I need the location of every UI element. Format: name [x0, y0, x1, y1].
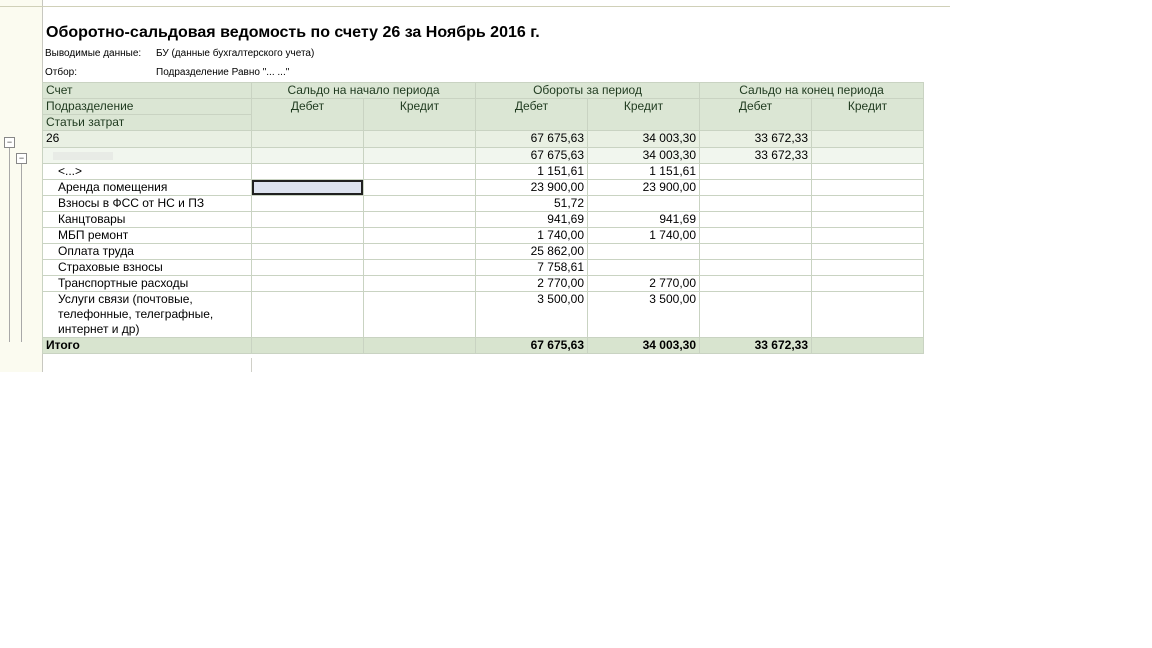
table-row[interactable] — [43, 196, 924, 212]
output-label: Выводимые данные: — [45, 48, 142, 59]
table-row[interactable] — [43, 244, 924, 260]
cost-item-name: МБП ремонт — [43, 228, 252, 244]
table-row[interactable] — [43, 276, 924, 292]
table-row[interactable] — [43, 260, 924, 276]
cost-item-name: Взносы в ФСС от НС и ПЗ — [43, 196, 252, 212]
account-turnover-debit: 67 675,63 — [476, 131, 588, 148]
selected-cell[interactable] — [252, 180, 364, 196]
division-row[interactable] — [43, 148, 924, 164]
turnover-debit: 1 740,00 — [476, 228, 588, 244]
turnover-debit: 51,72 — [476, 196, 588, 212]
filter-value: Подразделение Равно "... ..." — [156, 67, 290, 78]
cost-item-name: Аренда помещения — [43, 180, 252, 196]
group-line-account — [9, 148, 10, 342]
filter-label: Отбор: — [45, 67, 77, 78]
turnover-debit: 25 862,00 — [476, 244, 588, 260]
header-opening-debit: Дебет — [252, 99, 364, 131]
cost-item-name: Канцтовары — [43, 212, 252, 228]
account-row[interactable] — [43, 131, 924, 148]
cost-item-name: <...> — [43, 164, 252, 180]
total-turnover-credit: 34 003,30 — [588, 338, 700, 354]
header-opening-balance: Сальдо на начало периода — [252, 83, 476, 99]
header-opening-credit: Кредит — [364, 99, 476, 131]
group-line-division — [21, 164, 22, 342]
total-turnover-debit: 67 675,63 — [476, 338, 588, 354]
total-label: Итого — [43, 338, 252, 354]
collapse-division-icon[interactable]: − — [16, 153, 27, 164]
report-title: Оборотно-сальдовая ведомость по счету 26 за Ноябрь 2016 г. — [46, 24, 540, 41]
top-rule — [0, 6, 950, 7]
cost-item-name: Транспортные расходы — [43, 276, 252, 292]
turnover-credit — [588, 196, 700, 212]
total-row[interactable] — [43, 338, 924, 354]
turnover-credit: 941,69 — [588, 212, 700, 228]
header-row-1 — [43, 83, 924, 99]
table-row[interactable] — [43, 180, 924, 196]
turnover-credit: 3 500,00 — [588, 292, 700, 338]
header-cost-items: Статьи затрат — [43, 115, 252, 131]
table-row[interactable] — [43, 212, 924, 228]
cost-item-name: Услуги связи (почтовые, телефонные, телеграфные, интернет и др) — [43, 292, 252, 338]
division-closing-debit: 33 672,33 — [700, 148, 812, 164]
header-closing-balance: Сальдо на конец периода — [700, 83, 924, 99]
header-turnover-debit: Дебет — [476, 99, 588, 131]
redacted-division-name — [53, 152, 113, 160]
turnover-debit: 7 758,61 — [476, 260, 588, 276]
report-table — [42, 82, 924, 354]
turnover-credit: 1 740,00 — [588, 228, 700, 244]
header-division: Подразделение — [43, 99, 252, 115]
cost-item-name: Оплата труда — [43, 244, 252, 260]
table-row[interactable] — [43, 292, 924, 338]
turnover-debit: 23 900,00 — [476, 180, 588, 196]
header-row-2 — [43, 99, 924, 115]
turnover-credit — [588, 260, 700, 276]
output-value: БУ (данные бухгалтерского учета) — [156, 48, 315, 59]
collapse-account-icon[interactable]: − — [4, 137, 15, 148]
header-account: Счет — [43, 83, 252, 99]
table-row[interactable] — [43, 228, 924, 244]
turnover-credit: 2 770,00 — [588, 276, 700, 292]
turnover-credit — [588, 244, 700, 260]
account-name: 26 — [43, 131, 252, 148]
turnover-credit: 23 900,00 — [588, 180, 700, 196]
account-closing-debit: 33 672,33 — [700, 131, 812, 148]
header-turnover-credit: Кредит — [588, 99, 700, 131]
turnover-debit: 1 151,61 — [476, 164, 588, 180]
header-closing-debit: Дебет — [700, 99, 812, 131]
cost-item-name: Страховые взносы — [43, 260, 252, 276]
division-name — [43, 148, 252, 164]
turnover-credit: 1 151,61 — [588, 164, 700, 180]
turnover-debit: 2 770,00 — [476, 276, 588, 292]
division-turnover-debit: 67 675,63 — [476, 148, 588, 164]
header-closing-credit: Кредит — [812, 99, 924, 131]
turnover-debit: 3 500,00 — [476, 292, 588, 338]
division-turnover-credit: 34 003,30 — [588, 148, 700, 164]
turnover-debit: 941,69 — [476, 212, 588, 228]
total-closing-debit: 33 672,33 — [700, 338, 812, 354]
table-row[interactable] — [43, 164, 924, 180]
account-turnover-credit: 34 003,30 — [588, 131, 700, 148]
header-turnover: Обороты за период — [476, 83, 700, 99]
grid-tail-line — [251, 358, 252, 372]
